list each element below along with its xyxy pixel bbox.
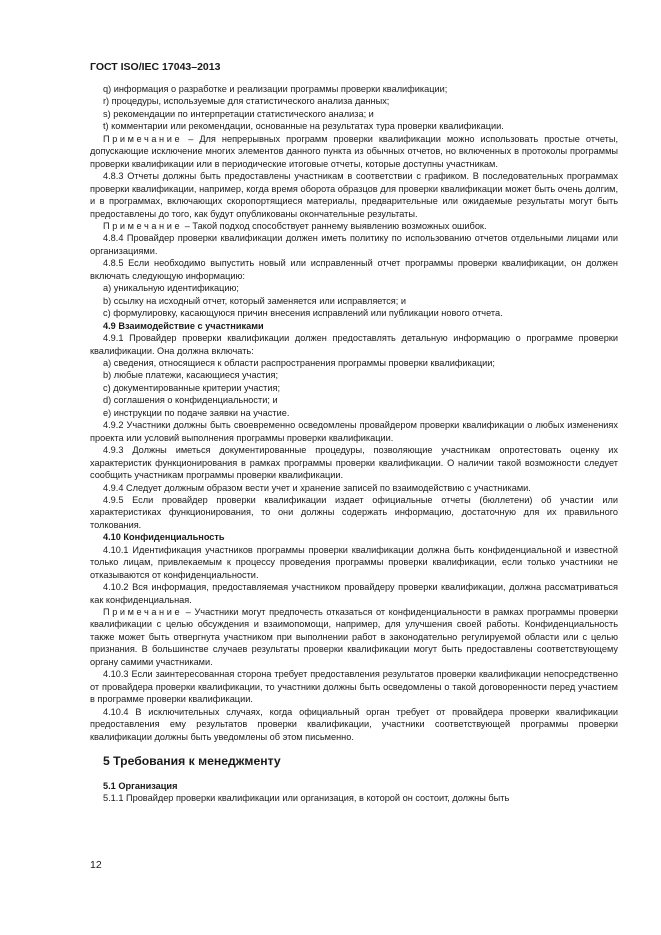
section-heading-5-1: 5.1 Организация [103,781,178,792]
note-text: – Для непрерывных программ проверки квалификации можно использовать простые отчеты, допускающие исключение многих элементов данного пункта из обычных отчетов, но включенных в протоколы программы проверки квалификации или в периодические итоговые отчеты, которые доступны участникам. [90,133,618,169]
list-item: r) процедуры, используемые для статистического анализа данных; [103,96,390,107]
paragraph-4-8-4: 4.8.4 Провайдер проверки квалификации должен иметь политику по использованию отчетов отдельными лицами или организациями. [90,233,618,256]
note-text: – Такой подход способствует раннему выявлению возможных ошибок. [182,220,487,231]
paragraph-4-8-5: 4.8.5 Если необходимо выпустить новый или исправленный отчет программы проверки квалификации, он должен включать следующую информацию: [90,258,618,281]
note-paragraph [90,133,618,170]
note-label: Примечание [103,133,183,144]
paragraph-4-10-2: 4.10.2 Вся информация, предоставляемая участником провайдеру проверки квалификации, должна рассматриваться как конфиденциальная. [90,582,618,605]
list-item: s) рекомендации по интерпретации статистического анализа; и [103,108,374,119]
paragraph-4-9-5: 4.9.5 Если провайдер проверки квалификации издает официальные отчеты (бюллетени) об участии или характеристиках функционирования, то они должны содержать информацию, достаточную для их правильного толкования. [90,494,618,530]
paragraph-4-9-1: 4.9.1 Провайдер проверки квалификации должен предоставлять детальную информацию о программе проверки квалификации. Она должна включать: [90,333,618,356]
paragraph-4-8-3: 4.8.3 Отчеты должны быть предоставлены участникам в соответствии с графиком. В последовательных программах проверки квалификации, например, когда время оборота образцов для проверки квалификации может быть очень долгим, и в программах, включающих скоропортящиеся материалы, предварительные или ожидаемые результаты могут быть предоставлены до того, как будут опубликованы окончательные результаты. [90,171,618,219]
paragraph-5-1-1: 5.1.1 Провайдер проверки квалификации или организация, в которой он состоит, должны быть [103,793,510,804]
section-heading-5: 5 Требования к менеджменту [103,754,281,769]
paragraph-4-10-3: 4.10.3 Если заинтересованная сторона требует предоставления результатов проверки квалификации непосредственно от провайдера проверки квалификации, то участники должны быть осведомлены о такой договоренности перед участием в программе проверки квалификации. [90,669,618,705]
paragraph-4-10-4: 4.10.4 В исключительных случаях, когда официальный орган требует от провайдера проверки квалификации предоставления ему результатов проверки квалификации, участники соответствующей программы проверки квалификации должны быть уведомлены об этом письменно. [90,706,618,742]
note-text: – Участники могут предпочесть отказаться от конфиденциальности в рамках программы проверки квалификации с целью обсуждения и взаимопомощи, например, для улучшения своей работы. Конфиденциальность также может быть отвергнута участником при выполнении работ в законодательно регулируемой области или с целью признания. В большинстве случаев результаты проверки квалификации могут быть предоставлены соответствующему органу самими участниками. [90,607,618,667]
list-item: t) комментарии или рекомендации, основанные на результатах тура проверки квалификации. [103,121,504,132]
paragraph-4-9-2: 4.9.2 Участники должны быть своевременно осведомлены провайдером проверки квалификации о любых изменениях проекта или условий выполнения программы проверки квалификации. [90,420,618,443]
list-item: c) документированные критерии участия; [103,382,281,393]
note-paragraph [90,220,618,232]
list-item: q) информация о разработке и реализации программы проверки квалификации; [103,84,448,94]
section-heading-4-9: 4.9 Взаимодействие с участниками [103,320,264,331]
note-label: Примечание [103,607,183,618]
list-item: a) сведения, относящиеся к области распространения программы проверки квалификации; [103,357,495,368]
list-item: b) ссылку на исходный отчет, который заменяется или исправляется; и [103,295,407,306]
note-paragraph [90,606,618,668]
list-item: d) соглашения о конфиденциальности; и [103,395,278,406]
list-item: a) уникальную идентификацию; [103,283,239,294]
page-number: 12 [90,859,102,871]
document-header: ГОСТ ISO/IEC 17043–2013 [90,61,221,73]
list-item: b) любые платежи, касающиеся участия; [103,370,279,381]
note-label: Примечание [103,220,183,231]
list-item: e) инструкции по подаче заявки на участие. [103,407,290,418]
list-item: c) формулировку, касающуюся причин внесения исправлений или публикации нового отчета. [103,308,503,319]
paragraph-4-9-3: 4.9.3 Должны иметься документированные процедуры, позволяющие участникам опротестовать оценку их характеристик функционирования в рамках программы проверки квалификации. О наличии такой возможности следует сообщить участникам программы проверки квалификации. [90,445,618,481]
section-heading-4-10: 4.10 Конфиденциальность [103,532,225,543]
paragraph-4-9-4: 4.9.4 Следует должным образом вести учет и хранение записей по взаимодействию с участниками. [103,482,531,493]
paragraph-4-10-1: 4.10.1 Идентификация участников программы проверки квалификации должна быть конфиденциальной и известной только лицам, привлекаемым к процессу проведения программы проверки квалификации, если только участники не отказываются от конфиденциальности. [90,544,618,580]
document-body [90,83,618,805]
